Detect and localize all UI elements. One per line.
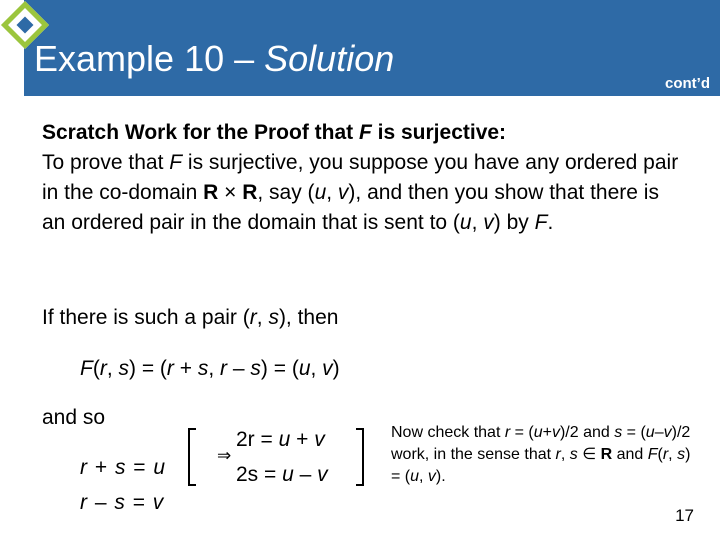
scratch-heading: Scratch Work for the Proof that F is surjective: — [42, 121, 507, 144]
right-bracket — [356, 428, 364, 486]
implies-arrow: ⇒ — [217, 446, 232, 465]
function-equation: F(r, s) = (r + s, r – s) = (u, v) — [80, 357, 340, 380]
page-number: 17 — [675, 506, 694, 525]
system2-equation2: 2s = u – v — [236, 463, 328, 486]
slide-title — [34, 38, 394, 80]
title-text: Example 10 – — [34, 38, 265, 79]
system2-equation1: 2r = u + v — [236, 428, 325, 451]
title-italic-text: Solution — [264, 38, 395, 79]
if-there-is-pair-line: If there is such a pair (r, s), then — [42, 306, 339, 329]
system1-equation2: r – s = v — [80, 491, 165, 514]
system1-equation1: r + s = u — [80, 456, 167, 479]
continued-label: cont’d — [665, 75, 710, 92]
scratch-body: To prove that F is surjective, you suppose you have any ordered pair in the co-domain R × R, say (u, v), and then you show that there is an ordered pair in the domain that is sent to (u, v) by F. — [42, 151, 679, 234]
and-so-label: and so — [42, 406, 106, 429]
scratch-work-paragraph — [42, 118, 682, 238]
left-bracket — [188, 428, 196, 486]
check-note: Now check that r = (u+v)/2 and s = (u–v)/2 work, in the sense that r, s ∈ R and F(r, s) = (u, v). — [391, 424, 691, 485]
